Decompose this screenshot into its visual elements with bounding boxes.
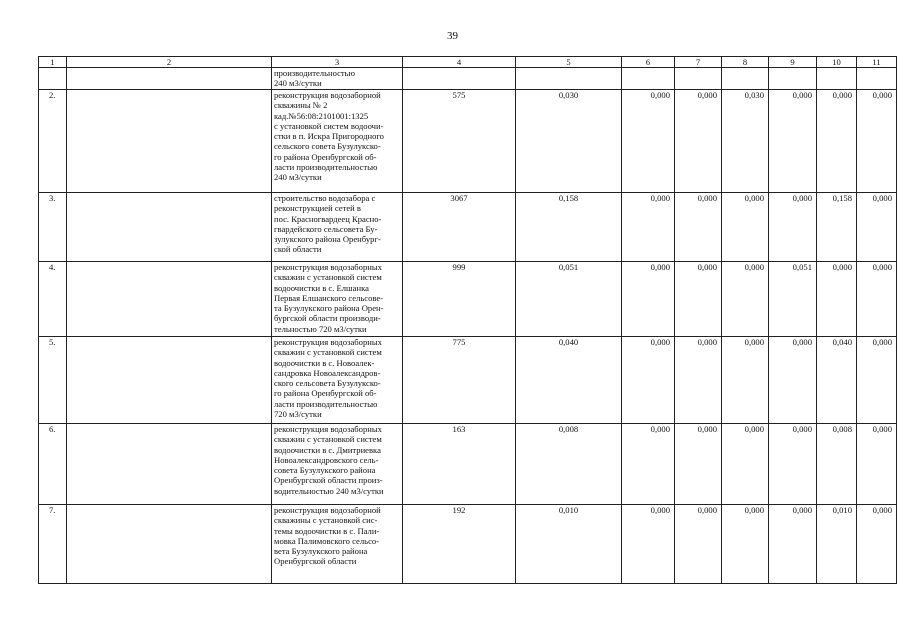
row-value-7: 0,000: [675, 424, 722, 505]
row-value-7: 0,000: [675, 262, 722, 337]
row-value-6: 0,000: [622, 193, 675, 262]
row-number: 4.: [39, 262, 67, 337]
row-value-9: 0,000: [769, 193, 817, 262]
row-value-7: 0,000: [675, 90, 722, 193]
row-value-11: [857, 68, 897, 90]
column-header: 10: [817, 57, 857, 68]
row-value-11: 0,000: [857, 337, 897, 424]
row-value-4: 775: [403, 337, 516, 424]
row-value-5: [516, 68, 622, 90]
row-value-5: 0,030: [516, 90, 622, 193]
row-value-10: 0,040: [817, 337, 857, 424]
row-value-8: 0,000: [722, 337, 769, 424]
row-description: реконструкция водозаборной скважины с установкой сис- темы водоочистки в с. Пали- мовка Палимовского сельсо- вета Бузулукского района Оренбургской области: [272, 505, 403, 584]
row-value-8: [722, 68, 769, 90]
row-col2: [67, 505, 272, 584]
row-value-11: 0,000: [857, 193, 897, 262]
column-header: 5: [516, 57, 622, 68]
row-value-5: 0,010: [516, 505, 622, 584]
table-row: [39, 262, 897, 337]
row-value-9: 0,000: [769, 424, 817, 505]
data-table: [38, 56, 897, 584]
row-value-10: 0,010: [817, 505, 857, 584]
column-header: 1: [39, 57, 67, 68]
row-number: [39, 68, 67, 90]
row-description: реконструкция водозаборной скважины № 2 кад.№56:08:2101001:1325 с установкой систем водоочи- стки в п. Искра Пригородного сельского совета Бузулукско- го района Оренбургской об- ласти производительностью 240 м3/сутки: [272, 90, 403, 193]
header-row: [39, 57, 897, 68]
row-value-8: 0,000: [722, 193, 769, 262]
row-value-4: 575: [403, 90, 516, 193]
row-value-5: 0,051: [516, 262, 622, 337]
row-value-10: 0,000: [817, 90, 857, 193]
row-value-11: 0,000: [857, 90, 897, 193]
row-col2: [67, 193, 272, 262]
row-value-9: 0,000: [769, 337, 817, 424]
table-row: [39, 68, 897, 90]
table-row: [39, 193, 897, 262]
row-value-4: 163: [403, 424, 516, 505]
row-value-4: 999: [403, 262, 516, 337]
row-value-11: 0,000: [857, 262, 897, 337]
row-col2: [67, 68, 272, 90]
row-value-8: 0,000: [722, 262, 769, 337]
row-description: реконструкция водозаборных скважин с установкой систем водоочистки в с. Елшанка Первая Елшанского сельсове- та Бузулукского района Орен- бургской области производи- тельностью 720 м3/сутки: [272, 262, 403, 337]
row-value-9: 0,000: [769, 90, 817, 193]
row-value-5: 0,158: [516, 193, 622, 262]
table-row: [39, 424, 897, 505]
row-value-4: 3067: [403, 193, 516, 262]
row-value-6: [622, 68, 675, 90]
row-number: 7.: [39, 505, 67, 584]
row-description: реконструкция водозаборных скважин с установкой систем водоочистки в с. Новоалек- сандровка Новоалександров- ского сельсовета Бузулукско- го района Оренбургской об- ласти производительностью 720 м3/сутки: [272, 337, 403, 424]
table-row: [39, 337, 897, 424]
row-col2: [67, 337, 272, 424]
row-number: 2.: [39, 90, 67, 193]
column-header: 7: [675, 57, 722, 68]
row-value-4: 192: [403, 505, 516, 584]
row-col2: [67, 424, 272, 505]
row-value-10: [817, 68, 857, 90]
table-row: [39, 90, 897, 193]
row-number: 5.: [39, 337, 67, 424]
row-value-9: 0,051: [769, 262, 817, 337]
column-header: 6: [622, 57, 675, 68]
row-value-7: 0,000: [675, 193, 722, 262]
row-value-7: 0,000: [675, 505, 722, 584]
row-value-9: 0,000: [769, 505, 817, 584]
row-value-4: [403, 68, 516, 90]
row-value-5: 0,040: [516, 337, 622, 424]
row-value-6: 0,000: [622, 505, 675, 584]
row-value-7: [675, 68, 722, 90]
row-value-6: 0,000: [622, 424, 675, 505]
row-value-8: 0,000: [722, 424, 769, 505]
column-header: 11: [857, 57, 897, 68]
row-value-10: 0,158: [817, 193, 857, 262]
page-number: 39: [447, 30, 458, 42]
row-value-6: 0,000: [622, 337, 675, 424]
column-header: 4: [403, 57, 516, 68]
row-value-8: 0,030: [722, 90, 769, 193]
row-col2: [67, 262, 272, 337]
row-value-6: 0,000: [622, 90, 675, 193]
row-value-6: 0,000: [622, 262, 675, 337]
column-header: 3: [272, 57, 403, 68]
row-value-10: 0,008: [817, 424, 857, 505]
row-description: строительство водозабора с реконструкцией сетей в пос. Красногвардеец Красно- гвардейского сельсовета Бу- зулукского района Оренбург- ской области: [272, 193, 403, 262]
row-number: 6.: [39, 424, 67, 505]
row-value-7: 0,000: [675, 337, 722, 424]
row-value-10: 0,000: [817, 262, 857, 337]
row-value-11: 0,000: [857, 424, 897, 505]
column-header: 2: [67, 57, 272, 68]
row-value-5: 0,008: [516, 424, 622, 505]
row-description: производительностью 240 м3/сутки: [272, 68, 403, 90]
row-value-8: 0,000: [722, 505, 769, 584]
row-value-9: [769, 68, 817, 90]
column-header: 8: [722, 57, 769, 68]
table-row: [39, 505, 897, 584]
row-value-11: 0,000: [857, 505, 897, 584]
column-header: 9: [769, 57, 817, 68]
row-col2: [67, 90, 272, 193]
row-number: 3.: [39, 193, 67, 262]
row-description: реконструкция водозаборных скважин с установкой систем водоочистки в с. Дмитриевка Новоалександровского сель- совета Бузулукского района Оренбургской области произ- водительностью 240 м3/сутки: [272, 424, 403, 505]
